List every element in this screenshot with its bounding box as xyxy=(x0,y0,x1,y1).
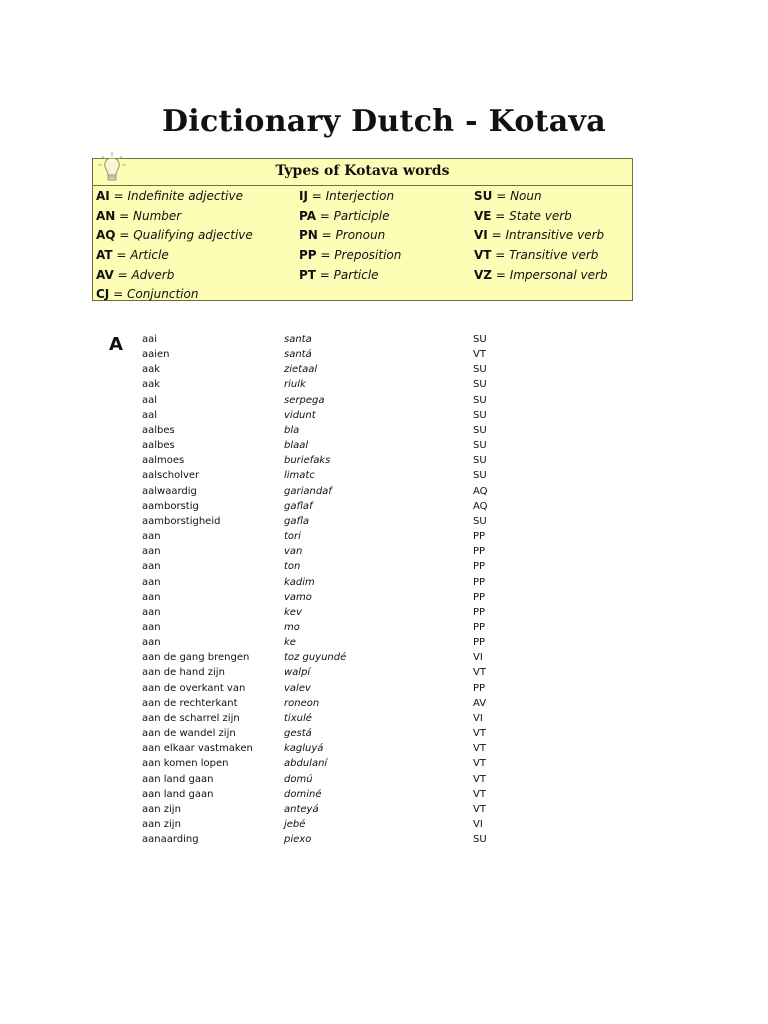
kotava-word: domú xyxy=(284,773,313,785)
dutch-word: aan land gaan xyxy=(142,788,214,800)
kotava-word: jebé xyxy=(284,819,306,830)
dutch-word: aan xyxy=(142,606,161,618)
word-type: SU xyxy=(473,334,487,345)
legend-item: CJ = Conjunction xyxy=(96,287,199,302)
kotava-word: toz guyundé xyxy=(284,652,347,664)
word-type: PP xyxy=(473,606,486,618)
dutch-word: aan xyxy=(142,546,161,558)
kotava-word: kev xyxy=(284,606,302,618)
dutch-word: aan xyxy=(142,531,161,543)
legend-label: Indefinite adjective xyxy=(127,189,243,203)
dutch-word: aai xyxy=(142,334,158,345)
entry-row xyxy=(142,802,542,817)
legend-label: Pronoun xyxy=(335,228,386,243)
word-type: VI xyxy=(473,712,483,724)
entry-row xyxy=(142,650,542,665)
legend-label: Noun xyxy=(510,189,542,203)
kotava-word: anteyá xyxy=(284,803,319,815)
word-type: VT xyxy=(473,803,486,815)
legend-label: State verb xyxy=(509,208,572,223)
entry-row xyxy=(142,393,542,408)
legend-item: AI = Indefinite adjective xyxy=(96,189,243,203)
dutch-word: aan xyxy=(142,576,161,588)
legend-label: Preposition xyxy=(334,248,402,263)
entry-row xyxy=(142,696,542,711)
word-type: VT xyxy=(473,773,486,785)
word-type: SU xyxy=(473,379,487,391)
legend-label: Intransitive verb xyxy=(505,228,605,243)
page-title: Dictionary Dutch - Kotava xyxy=(161,104,607,139)
kotava-word: ke xyxy=(284,637,296,649)
legend-label: Conjunction xyxy=(126,287,199,302)
kotava-word: bla xyxy=(284,424,300,436)
legend-column-1 xyxy=(96,187,253,305)
kotava-word: santá xyxy=(284,349,312,361)
entry-row xyxy=(142,575,542,590)
legend-code: PN xyxy=(299,228,318,243)
entry-row xyxy=(142,377,542,392)
word-type: AQ xyxy=(473,500,488,512)
entry-row xyxy=(142,756,542,771)
dutch-word: aalwaardig xyxy=(142,485,197,497)
legend-label: Transitive verb xyxy=(509,248,599,263)
entry-row xyxy=(142,499,542,514)
legend-code: CJ xyxy=(96,287,110,302)
legend-code: PT xyxy=(299,267,316,282)
word-type: SU xyxy=(473,515,487,527)
kotava-word: kadim xyxy=(284,576,315,588)
dutch-word: aan de overkant van xyxy=(142,682,246,694)
entry-row xyxy=(142,332,542,347)
word-type: VI xyxy=(473,652,483,664)
legend-code: AI xyxy=(96,189,110,203)
dutch-word: aan xyxy=(142,591,161,603)
kotava-word: abdulaní xyxy=(284,758,328,770)
entry-row xyxy=(142,453,542,468)
legend-item: AT = Article xyxy=(96,248,169,263)
dutch-word: aalbes xyxy=(142,440,175,452)
legend-item: PP = Preposition xyxy=(299,248,402,263)
dutch-word: aan xyxy=(142,561,161,573)
legend-code: VT xyxy=(474,248,492,263)
word-type: AV xyxy=(473,697,487,709)
legend-code: VZ xyxy=(474,267,492,282)
legend-label: Number xyxy=(133,208,182,223)
legend-label: Article xyxy=(130,248,169,263)
word-type: SU xyxy=(473,470,487,482)
word-type: VT xyxy=(473,728,486,740)
word-type: VT xyxy=(473,758,486,770)
legend-code: SU xyxy=(474,189,493,203)
word-type: PP xyxy=(473,591,486,603)
kotava-word: gariandaf xyxy=(284,485,332,497)
word-type: PP xyxy=(473,561,486,573)
legend-item: PT = Particle xyxy=(299,267,379,282)
legend-item: VI = Intransitive verb xyxy=(474,228,605,243)
word-type: PP xyxy=(473,576,486,588)
legend-label: Adverb xyxy=(131,267,175,282)
dutch-word: aalscholver xyxy=(142,470,200,482)
legend-code: AT xyxy=(96,248,113,263)
kotava-word: gaflaf xyxy=(284,500,313,512)
entry-row xyxy=(142,590,542,605)
legend-code: PP xyxy=(299,248,317,263)
legend-column-2 xyxy=(299,187,401,285)
entry-row xyxy=(142,468,542,483)
legend-code: AQ xyxy=(96,228,116,243)
kotava-word: roneon xyxy=(284,697,320,709)
section-letter: A xyxy=(109,334,123,355)
word-type: PP xyxy=(473,531,486,543)
dutch-word: aan de rechterkant xyxy=(142,697,238,709)
dutch-word: aaien xyxy=(142,349,170,361)
kotava-word: kagluyá xyxy=(284,743,324,755)
kotava-word: zietaal xyxy=(284,364,318,376)
dutch-word: aal xyxy=(142,394,158,406)
dutch-word: aal xyxy=(142,409,158,421)
entry-row xyxy=(142,681,542,696)
kotava-word: gafla xyxy=(284,515,310,527)
dutch-word: aan de wandel zijn xyxy=(142,728,236,740)
entry-row xyxy=(142,832,542,847)
kotava-word: gestá xyxy=(284,728,312,740)
legend-label: Participle xyxy=(333,208,390,223)
dutch-word: aan komen lopen xyxy=(142,758,229,770)
entry-row xyxy=(142,544,542,559)
legend-header: Types of Kotava words xyxy=(93,159,632,186)
kotava-word: tori xyxy=(284,531,301,543)
legend-item: VE = State verb xyxy=(474,208,572,223)
entry-row xyxy=(142,484,542,499)
entry-row xyxy=(142,438,542,453)
legend-item: PA = Participle xyxy=(299,208,390,223)
entry-row xyxy=(142,362,542,377)
kotava-word: van xyxy=(284,546,303,558)
legend-item: PN = Pronoun xyxy=(299,228,386,243)
entry-row xyxy=(142,741,542,756)
kotava-word: walpí xyxy=(284,667,311,679)
word-type: VI xyxy=(473,819,483,830)
kotava-word: mo xyxy=(284,621,300,633)
dutch-word: aalbes xyxy=(142,424,175,436)
kotava-word: serpega xyxy=(284,394,325,406)
word-types-legend xyxy=(92,158,633,301)
dutch-word: aan de hand zijn xyxy=(142,667,225,679)
kotava-word: piexo xyxy=(284,834,312,846)
dutch-word: aamborstig xyxy=(142,500,199,512)
kotava-word: vidunt xyxy=(284,409,316,421)
dutch-word: aan elkaar vastmaken xyxy=(142,743,253,755)
word-type: SU xyxy=(473,394,487,406)
kotava-word: dominé xyxy=(284,788,322,800)
dutch-word: aalmoes xyxy=(142,455,185,467)
dutch-word: aan xyxy=(142,637,161,649)
dutch-word: aan de scharrel zijn xyxy=(142,712,240,724)
entry-row xyxy=(142,620,542,635)
legend-item: AQ = Qualifying adjective xyxy=(96,228,253,243)
dutch-word: aan de gang brengen xyxy=(142,652,250,664)
legend-item: SU = Noun xyxy=(474,189,542,203)
entry-row xyxy=(142,726,542,741)
entry-row xyxy=(142,787,542,802)
word-type: VT xyxy=(473,667,486,679)
legend-label: Qualifying adjective xyxy=(133,228,253,243)
entry-row xyxy=(142,665,542,680)
legend-code: VI xyxy=(474,228,488,243)
legend-item: IJ = Interjection xyxy=(299,189,395,203)
word-type: SU xyxy=(473,455,487,467)
entry-row xyxy=(142,514,542,529)
legend-code: VE xyxy=(474,208,492,223)
entry-row xyxy=(142,423,542,438)
dutch-word: aamborstigheid xyxy=(142,515,221,527)
word-type: SU xyxy=(473,364,487,376)
word-type: VT xyxy=(473,743,486,755)
dutch-word: aak xyxy=(142,379,161,391)
lightbulb-icon xyxy=(97,151,127,187)
legend-column-3 xyxy=(474,187,608,285)
legend-item: AV = Adverb xyxy=(96,267,175,282)
word-type: AQ xyxy=(473,485,488,497)
entry-row xyxy=(142,605,542,620)
word-type: VT xyxy=(473,788,486,800)
word-type: SU xyxy=(473,409,487,421)
dutch-word: aan zijn xyxy=(142,803,181,815)
legend-label: Particle xyxy=(333,267,379,282)
word-type: PP xyxy=(473,637,486,649)
entry-row xyxy=(142,772,542,787)
kotava-word: valev xyxy=(284,682,311,694)
legend-label: Impersonal verb xyxy=(509,267,608,282)
kotava-word: santa xyxy=(284,334,312,345)
kotava-word: limatc xyxy=(284,470,315,482)
dictionary-entries xyxy=(142,332,542,847)
word-type: PP xyxy=(473,621,486,633)
entry-row xyxy=(142,711,542,726)
entry-row xyxy=(142,347,542,362)
word-type: SU xyxy=(473,440,487,452)
dutch-word: aan xyxy=(142,621,161,633)
dutch-word: aanaarding xyxy=(142,834,199,846)
entry-row xyxy=(142,529,542,544)
legend-label: Interjection xyxy=(325,189,395,203)
word-type: SU xyxy=(473,424,487,436)
legend-item: AN = Number xyxy=(96,208,182,223)
legend-item: VT = Transitive verb xyxy=(474,248,599,263)
entry-row xyxy=(142,817,542,832)
legend-code: IJ xyxy=(299,189,308,203)
legend-code: AV xyxy=(96,267,114,282)
legend-code: AN xyxy=(96,208,116,223)
word-type: SU xyxy=(473,834,487,846)
word-type: PP xyxy=(473,682,486,694)
kotava-word: ton xyxy=(284,561,301,573)
kotava-word: buriefaks xyxy=(284,455,331,467)
dutch-word: aan zijn xyxy=(142,819,181,830)
entry-row xyxy=(142,635,542,650)
entry-row xyxy=(142,559,542,574)
legend-item: VZ = Impersonal verb xyxy=(474,267,608,282)
dutch-word: aan land gaan xyxy=(142,773,214,785)
legend-code: PA xyxy=(299,208,316,223)
word-type: VT xyxy=(473,349,486,361)
kotava-word: vamo xyxy=(284,591,312,603)
kotava-word: tixulé xyxy=(284,712,312,724)
dutch-word: aak xyxy=(142,364,161,376)
word-type: PP xyxy=(473,546,486,558)
kotava-word: riulk xyxy=(284,379,306,391)
entry-row xyxy=(142,408,542,423)
kotava-word: blaal xyxy=(284,440,309,452)
